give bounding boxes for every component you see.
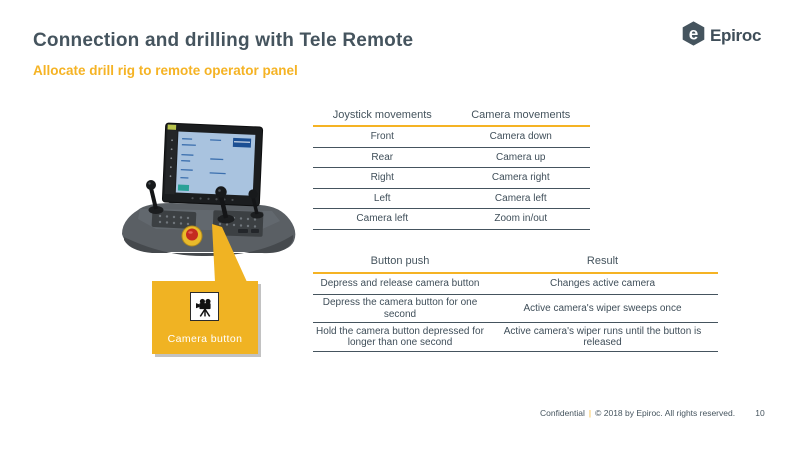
cell: Depress and release camera button [320, 278, 480, 290]
confidential-label: Confidential [540, 408, 585, 418]
cell: Hold the camera button depressed for longer than one second [316, 325, 484, 348]
footer [540, 408, 735, 418]
cell: Active camera's wiper runs until the button is released [503, 325, 702, 348]
cell: Camera left [494, 192, 547, 204]
camera-tripod-icon [190, 292, 219, 321]
camera-button-callout [152, 281, 258, 354]
cell: Changes active camera [549, 278, 656, 290]
cell: Right [370, 172, 394, 183]
page-subtitle: Allocate drill rig to remote operator panel [33, 63, 298, 78]
copyright-text: © 2018 by Epiroc. All rights reserved. [595, 408, 736, 418]
table-row [313, 189, 590, 210]
button-push-table [313, 250, 718, 352]
epiroc-logo-text: Epiroc [710, 26, 762, 45]
table-row [313, 127, 590, 148]
cell: Camera down [489, 131, 552, 142]
epiroc-logo [680, 20, 761, 52]
cell: Camera left [356, 213, 409, 224]
column-header: Button push [370, 255, 430, 267]
column-header: Camera movements [471, 108, 571, 121]
cell: Left [373, 192, 391, 204]
table-row [313, 148, 590, 169]
table-header-row [313, 250, 718, 274]
cell: Rear [371, 151, 394, 163]
cell: Zoom in/out [494, 213, 548, 224]
cell: Depress the camera button for one second [322, 297, 478, 320]
callout-label: Camera button [167, 333, 243, 345]
table-row [313, 168, 590, 189]
table-row [313, 209, 590, 230]
table-header-row [313, 104, 590, 127]
footer-separator: | [588, 408, 592, 418]
emergency-stop-button [182, 226, 202, 246]
svg-text:e: e [688, 24, 699, 44]
column-header: Joystick movements [332, 108, 432, 121]
cell: Active camera's wiper sweeps once [523, 302, 682, 314]
epiroc-emblem-icon [680, 20, 707, 52]
callout-pointer [205, 222, 250, 284]
page-title: Connection and drilling with Tele Remote [33, 30, 414, 51]
cell: Front [370, 131, 394, 142]
cell: Camera up [496, 151, 546, 163]
cell: Camera right [491, 172, 550, 183]
table-row [313, 295, 718, 323]
column-header: Result [586, 255, 619, 267]
table-row [313, 323, 718, 352]
joystick-movements-table [313, 104, 590, 230]
table-row [313, 274, 718, 295]
page-number: 10 [755, 408, 765, 418]
